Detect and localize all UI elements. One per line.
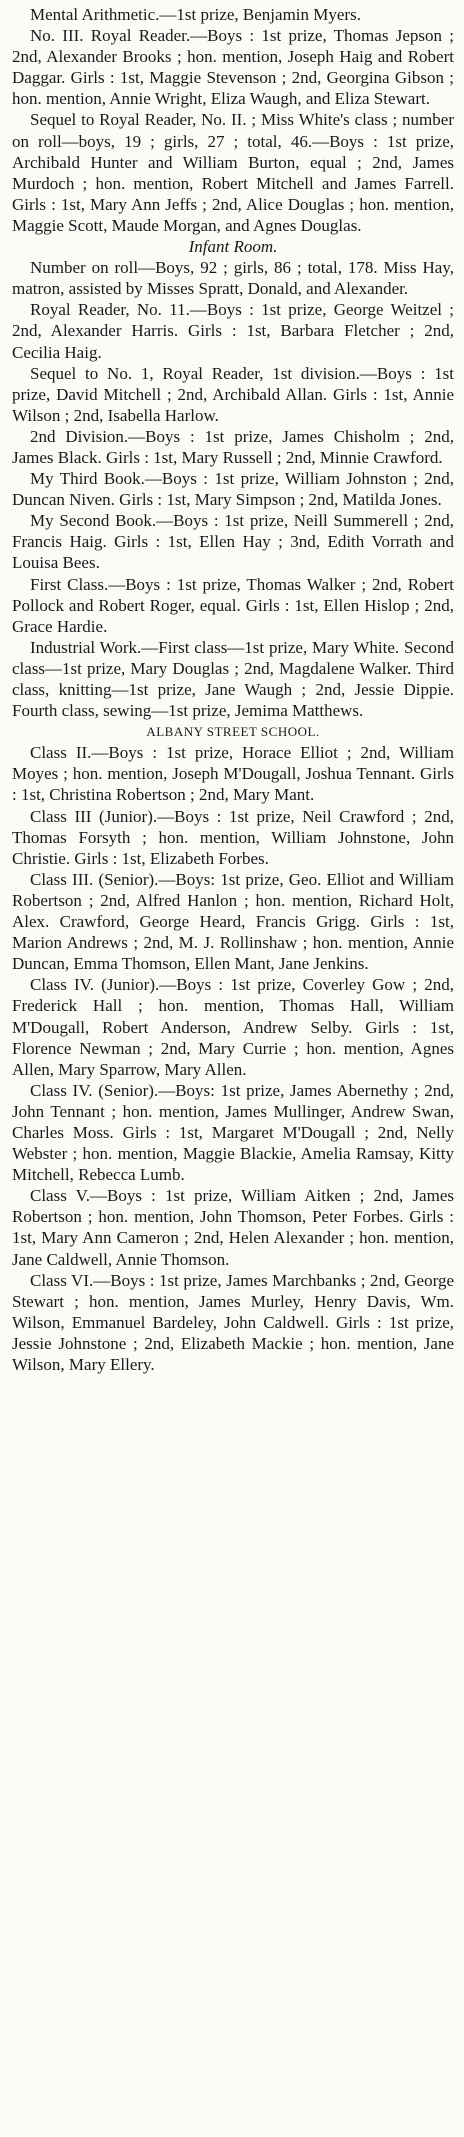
paragraph-class-3-senior: Class III. (Senior).—Boys: 1st prize, Geo. Elliot and William Robertson ; 2nd, Alfred Hanlon ; hon. mention, Richard Holt, Alex. Crawford, George Heard, Francis Grigg. Girls : 1st, Marion Andrews ; 2nd, M. J. Rollinshaw ; hon. mention, Annie Duncan, Emma Thomson, Ellen Mant, Jane Jenkins. [12, 869, 454, 974]
paragraph-class-2: Class II.—Boys : 1st prize, Horace Elliot ; 2nd, William Moyes ; hon. mention, Joseph M'Dougall, Joshua Tennant. Girls : 1st, Christina Robertson ; 2nd, Mary Mant. [12, 743, 454, 805]
paragraph-first-class: First Class.—Boys : 1st prize, Thomas Walker ; 2nd, Robert Pollock and Robert Roger, equal. Girls : 1st, Ellen Hislop ; 2nd, Grace Hardie. [12, 574, 454, 636]
paragraph-industrial-work: Industrial Work.—First class—1st prize, Mary White. Second class—1st prize, Mary Douglas ; 2nd, Magdalene Walker. Third class, knitting—1st prize, Jane Waugh ; 2nd, Jessie Dippie. Fourth class, sewing—1st prize, Jemima Matthews. [12, 637, 454, 721]
paragraph-class-6: Class VI.—Boys : 1st prize, James Marchbanks ; 2nd, George Stewart ; hon. mention, James Murley, Henry Davis, Wm. Wilson, Emmanuel Bardeley, John Caldwell. Girls : 1st prize, Jessie Johnstone ; 2nd, Elizabeth Mackie ; hon. mention, Jane Wilson, Mary Ellery. [12, 1270, 454, 1374]
paragraph-sequel-no-1: Sequel to No. 1, Royal Reader, 1st division.—Boys : 1st prize, David Mitchell ; 2nd, Archibald Allan. Girls : 1st, Annie Wilson ; 2nd, Isabella Harlow. [12, 363, 454, 425]
paragraph-class-4-senior: Class IV. (Senior).—Boys: 1st prize, James Abernethy ; 2nd, John Tennant ; hon. mention, James Mullinger, Andrew Swan, Charles Moss. Girls : 1st, Margaret M'Dougall ; 2nd, Nelly Webster ; hon. mention, Maggie Blackie, Amelia Ramsay, Kitty Mitchell, Rebecca Lumb. [12, 1080, 454, 1185]
paragraph-second-division: 2nd Division.—Boys : 1st prize, James Chisholm ; 2nd, James Black. Girls : 1st, Mary Russell ; 2nd, Minnie Crawford. [12, 426, 454, 467]
albany-street-school-heading: ALBANY STREET SCHOOL. [146, 724, 320, 740]
paragraph-my-third-book: My Third Book.—Boys : 1st prize, William Johnston ; 2nd, Duncan Niven. Girls : 1st, Mary Simpson ; 2nd, Matilda Jones. [12, 469, 454, 510]
paragraph-class-5: Class V.—Boys : 1st prize, William Aitken ; 2nd, James Robertson ; hon. mention, John Thomson, Peter Forbes. Girls : 1st, Mary Ann Cameron ; 2nd, Helen Alexander ; hon. mention, Jane Caldwell, Annie Thomson. [12, 1186, 454, 1269]
infant-room-heading: Infant Room. [188, 237, 278, 257]
paragraph-infant-number: Number on roll—Boys, 92 ; girls, 86 ; total, 178. Miss Hay, matron, assisted by Misses Spratt, Donald, and Alexander. [12, 258, 454, 299]
paragraph-sequel-royal-reader-2: Sequel to Royal Reader, No. II. ; Miss White's class ; number on roll—boys, 19 ; girls, 27 ; total, 46.—Boys : 1st prize, Archibald Hunter and William Burton, equal ; 2nd, James Murdoch ; hon. mention, Robert Mitchell and James Farrell. Girls : 1st, Mary Ann Jeffs ; 2nd, Alice Douglas ; hon. mention, Maggie Scott, Maude Morgan, and Agnes Douglas. [12, 110, 454, 235]
paragraph-royal-reader-2: Royal Reader, No. 11.—Boys : 1st prize, George Weitzel ; 2nd, Alexander Harris. Girls : 1st, Barbara Fletcher ; 2nd, Cecilia Haig. [12, 300, 454, 362]
paragraph-my-second-book: My Second Book.—Boys : 1st prize, Neill Summerell ; 2nd, Francis Haig. Girls : 1st, Ellen Hay ; 3nd, Edith Vorrath and Louisa Bees. [12, 511, 454, 573]
paragraph-class-4-junior: Class IV. (Junior).—Boys : 1st prize, Coverley Gow ; 2nd, Frederick Hall ; hon. mention, Thomas Hall, William M'Dougall, Robert Anderson, Andrew Selby. Girls : 1st, Florence Newman ; 2nd, Mary Currie ; hon. mention, Agnes Allen, Mary Sparrow, Mary Allen. [12, 975, 454, 1079]
paragraph-royal-reader-3: No. III. Royal Reader.—Boys : 1st prize, Thomas Jepson ; 2nd, Alexander Brooks ; hon. mention, Joseph Haig and Robert Daggar. Girls : 1st, Maggie Stevenson ; 2nd, Georgina Gibson ; hon. mention, Annie Wright, Eliza Waugh, and Eliza Stewart. [12, 26, 454, 109]
paragraph-mental-arithmetic: Mental Arithmetic.—1st prize, Benjamin Myers. [30, 5, 361, 24]
paragraph-class-3-junior: Class III (Junior).—Boys : 1st prize, Neil Crawford ; 2nd, Thomas Forsyth ; hon. mention, William Johnstone, John Christie. Girls : 1st, Elizabeth Forbes. [12, 806, 454, 868]
